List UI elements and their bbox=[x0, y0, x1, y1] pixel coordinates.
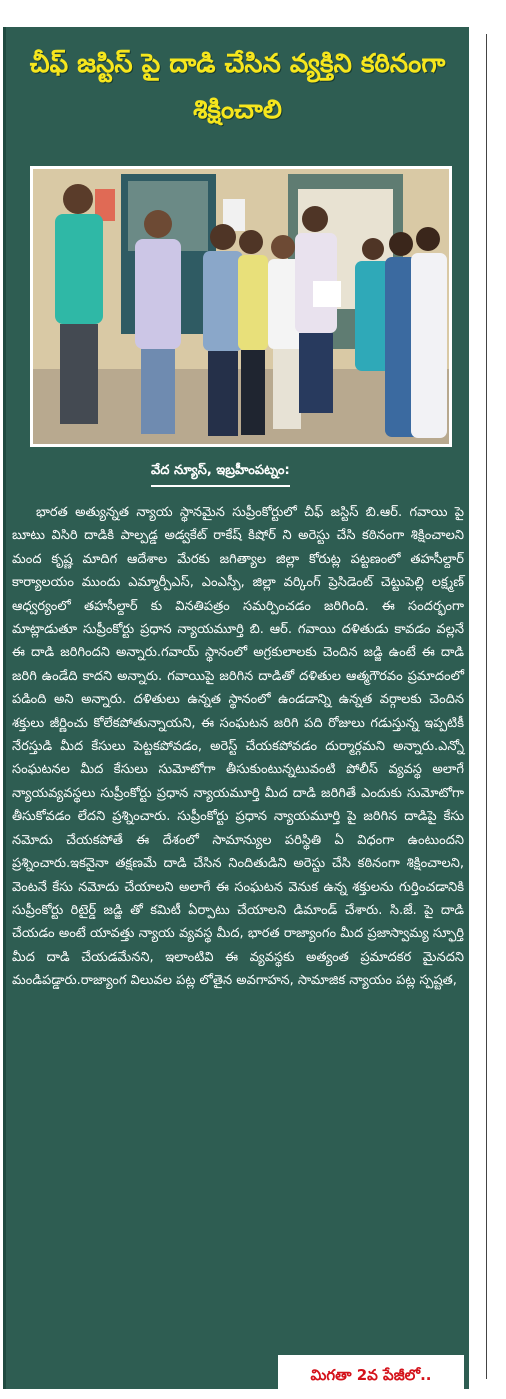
article-body bbox=[12, 501, 464, 993]
news-article bbox=[3, 27, 469, 1389]
continued-on-page-2-note: మిగతా 2వ పేజీలో.. bbox=[278, 1355, 464, 1399]
group-photo-illustration bbox=[33, 169, 449, 444]
headline: చీఫ్ జస్టిస్ పై దాడి చేసిన వ్యక్తిని కఠినంగా శిక్షించాలి bbox=[29, 49, 446, 125]
article-photo bbox=[30, 166, 452, 447]
article-body-paragraph: భారత అత్యున్నత న్యాయ స్థానమైన సుప్రీంకోర్టులో చీఫ్ జస్టిస్ బి.ఆర్. గవాయి పై బూటు విసిరి దాడికి పాల్పడ్డ అడ్వకేట్ రాకేష్ కిషోర్ ని అరెస్టు చేసి కఠినంగా శిక్షించాలని మంద కృష్ణ మాదిగ ఆదేశాల మేరకు జగిత్యాల జిల్లా కోరుట్ల పట్టణంలో తహసీల్దార్ కార్యాలయం ముందు ఎమ్మార్పీఎస్, ఎంఎస్పీ, జిల్లా వర్కింగ్ ప్రెసిడెంట్ చెట్టుపెల్లి లక్ష్మణ్ ఆధ్వర్యంలో తహసీల్దార్ కు వినతిపత్రం సమర్పించడం జరిగింది. ఈ సందర్భంగా మాట్లాడుతూ సుప్రీంకోర్టు ప్రధాన న్యాయమూర్తి బి. ఆర్. గవాయి దళితుడు కావడం వల్లనే ఈ దాడి జరిగిందని అన్నారు.గవాయ్ స్థానంలో అగ్రకులాలకు చెందిన జడ్జి ఉంటే ఈ దాడి జరిగి ఉండేది కాదని అన్నారు. గవాయిపై జరిగిన దాడితో దళితుల ఆత్మగౌరవం ప్రమాదంలో పడింది అని అన్నారు. దళితులు ఉన్నత స్థానంలో ఉండడాన్ని ఉన్నత వర్గాలకు చెందిన శక్తులు జీర్ణించు కోలేకపోతున్నాయని, ఈ సంఘటన జరిగి పది రోజులు గడుస్తున్న ఇప్పటికీ నేరస్తుడి మీద కేసులు పెట్టకపోవడం, అరెస్ట్ చేయకపోవడం దుర్మార్గమని అన్నారు.ఎన్నో సంఘటనల మీద కేసులు సుమోటోగా తీసుకుంటున్నటువంటి పోలీస్ వ్యవస్థ అలాగే న్యాయవ్యవస్థలు సుప్రీంకోర్టు ప్రధాన న్యాయమూర్తి మీద దాడి జరిగితే ఎందుకు సుమోటోగా తీసుకోవడం లేదని ప్రశ్నించారు. సుప్రీంకోర్టు ప్రధాన న్యాయమూర్తి పై జరిగిన దాడిపై కేసు నమోదు చేయకపోతే ఈ దేశంలో సామాన్యుల పరిస్థితి ఏ విధంగా ఉంటుందని ప్రశ్నించారు.ఇకనైనా తక్షణమే దాడి చేసిన నిందితుడిని అరెస్టు చేసి కఠినంగా శిక్షించాలని, వెంటనే కేసు నమోదు చేయాలని అలాగే ఈ సంఘటన వెనుక ఉన్న శక్తులను గుర్తించడానికి సుప్రీంకోర్టు రిటైర్డ్ జడ్జి తో కమిటీ ఏర్పాటు చేయాలని డిమాండ్ చేశారు. సి.జే. పై దాడి చేయడం అంటే యావత్తు న్యాయ వ్యవస్థ మీద, భారత రాజ్యాంగం మీద ప్రజాస్వామ్య స్ఫూర్తి మీద దాడి చేయడమేనని, ఇలాంటివి ఈ వ్యవస్థకు అత్యంత ప్రమాదకర మైనదని మండిపడ్డారు.రాజ్యాంగ విలువల పట్ల లోతైన అవగాహన, సామాజిక న్యాయం పట్ల స్పష్టత, bbox=[12, 505, 464, 989]
dateline: వేద న్యూస్, ఇబ్రహీంపట్నం: bbox=[151, 463, 290, 487]
column-divider bbox=[486, 34, 487, 1379]
